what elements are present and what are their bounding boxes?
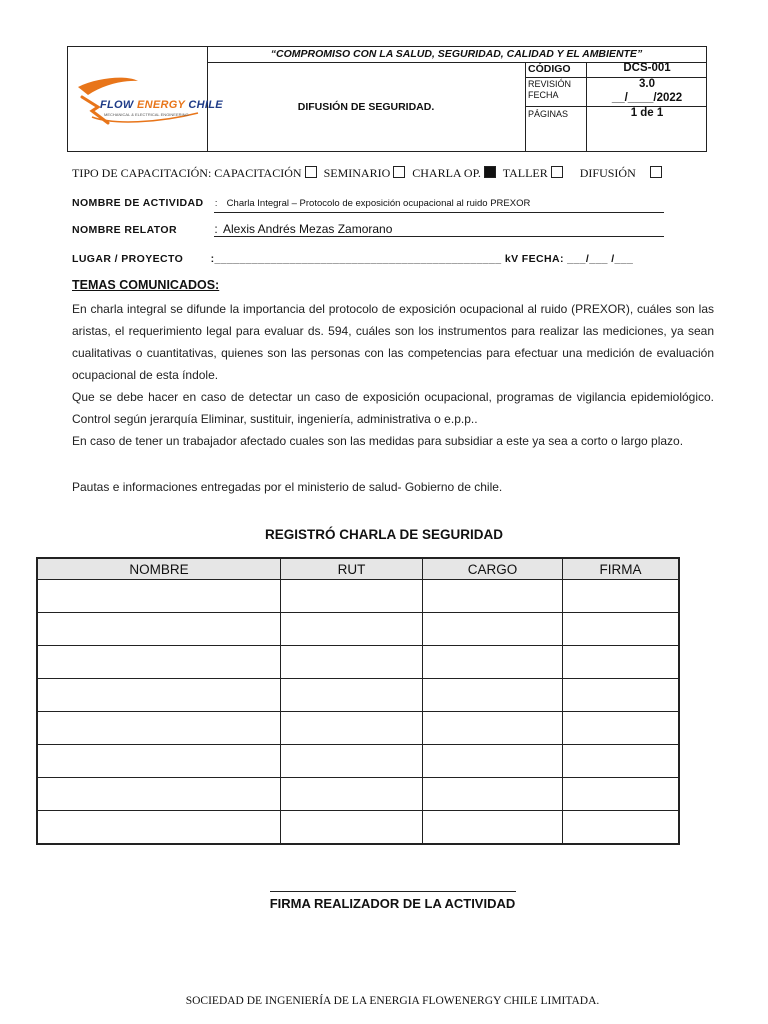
temas-paragraph-3: En caso de tener un trabajador afectado cuales son las medidas para subsidiar a este ya sea a corto o largo plazo. xyxy=(72,434,684,448)
company-logo-text: FLOW ENERGY CHILE xyxy=(100,99,223,111)
table-row xyxy=(37,613,679,646)
table-row xyxy=(37,778,679,811)
fecha-label: FECHA xyxy=(528,90,559,100)
checkbox-taller[interactable] xyxy=(551,166,563,178)
document-meta xyxy=(525,62,706,151)
cell-firma[interactable] xyxy=(563,613,680,646)
column-header-nombre: NOMBRE xyxy=(37,558,281,580)
relator-label: NOMBRE RELATOR xyxy=(72,224,177,236)
table-row xyxy=(37,745,679,778)
actividad-label: NOMBRE DE ACTIVIDAD xyxy=(72,197,204,209)
table-row xyxy=(37,712,679,745)
revision-value: 3.0 xyxy=(639,78,655,90)
cell-rut[interactable] xyxy=(281,646,423,679)
cell-nombre[interactable] xyxy=(37,745,281,778)
cell-nombre[interactable] xyxy=(37,679,281,712)
temas-paragraph-4: Pautas e informaciones entregadas por el ministerio de salud- Gobierno de chile. xyxy=(72,480,503,494)
temas-paragraph-2: Que se debe hacer en caso de detectar un caso de exposición ocupacional, programas de vigilancia epidemiológico. Control según jerarquía Eliminar, sustituir, ingeniería, administrativa o e.p.p.. xyxy=(72,390,714,426)
lugar-label: LUGAR / PROYECTO xyxy=(72,253,184,265)
cell-nombre[interactable] xyxy=(37,646,281,679)
cell-nombre[interactable] xyxy=(37,580,281,613)
paginas-value: 1 de 1 xyxy=(630,107,664,119)
option-capacitacion: CAPACITACIÓN xyxy=(214,166,302,180)
registro-table xyxy=(36,557,680,845)
table-row xyxy=(37,646,679,679)
registro-title: REGISTRÓ CHARLA DE SEGURIDAD xyxy=(264,527,503,542)
cell-firma[interactable] xyxy=(563,778,680,811)
relator-row: NOMBRE RELATOR : Alexis Andrés Mezas Zamorano xyxy=(72,222,393,236)
cell-cargo[interactable] xyxy=(423,613,563,646)
option-charla-op: CHARLA OP. xyxy=(412,166,481,180)
checkbox-charla-op[interactable] xyxy=(484,166,496,178)
cell-firma[interactable] xyxy=(563,646,680,679)
signature-line[interactable] xyxy=(270,891,516,892)
cell-firma[interactable] xyxy=(563,745,680,778)
option-taller: TALLER xyxy=(502,166,548,180)
cell-nombre[interactable] xyxy=(37,712,281,745)
paginas-label: PÁGINAS xyxy=(528,109,569,119)
checkbox-seminario[interactable] xyxy=(393,166,405,178)
cell-nombre[interactable] xyxy=(37,613,281,646)
document-header xyxy=(67,46,707,152)
signature-label: FIRMA REALIZADOR DE LA ACTIVIDAD xyxy=(269,896,516,911)
cell-nombre[interactable] xyxy=(37,811,281,845)
column-header-rut: RUT xyxy=(281,558,423,580)
table-row xyxy=(37,580,679,613)
lugar-row xyxy=(72,251,633,265)
cell-firma[interactable] xyxy=(563,679,680,712)
cell-cargo[interactable] xyxy=(423,679,563,712)
checkbox-difusion[interactable] xyxy=(650,166,662,178)
actividad-value[interactable]: Charla Integral – Protocolo de exposición ocupacional al ruido PREXOR xyxy=(226,198,531,209)
cell-cargo[interactable] xyxy=(423,778,563,811)
temas-paragraph-1: En charla integral se difunde la importancia del protocolo de exposición ocupacional al ruido (PREXOR), cuáles son las aristas, el requerimiento legal para evaluar ds. 594, cuáles son los instrumentos para realizar las mediciones, ya sean cualitativas o cuantitativas, quienes son las personas con las competencias para efectuar una medición de evaluación ocupacional de esta índole. xyxy=(72,302,714,382)
cell-rut[interactable] xyxy=(281,613,423,646)
column-header-firma: FIRMA xyxy=(563,558,680,580)
fecha-value: __/____/2022 xyxy=(611,92,683,104)
footer-company: SOCIEDAD DE INGENIERÍA DE LA ENERGIA FLOWENERGY CHILE LIMITADA. xyxy=(185,995,600,1007)
revision-label: REVISIÓN xyxy=(528,79,572,89)
cell-firma[interactable] xyxy=(563,580,680,613)
cell-firma[interactable] xyxy=(563,712,680,745)
company-logo-tagline: MECHANICAL & ELECTRICAL ENGINEERING xyxy=(104,112,189,117)
codigo-label: CÓDIGO xyxy=(528,63,571,75)
capacitacion-label: TIPO DE CAPACITACIÓN: xyxy=(72,166,212,180)
cell-rut[interactable] xyxy=(281,679,423,712)
header-motto: “COMPROMISO CON LA SALUD, SEGURIDAD, CALIDAD Y EL AMBIENTE” xyxy=(207,47,706,63)
lugar-input[interactable]: :______________________________________________ xyxy=(210,253,502,265)
temas-title: TEMAS COMUNICADOS: xyxy=(72,278,220,292)
capacitacion-row xyxy=(72,166,666,181)
table-row xyxy=(37,679,679,712)
cell-cargo[interactable] xyxy=(423,646,563,679)
option-difusion: DIFUSIÓN xyxy=(579,166,636,180)
cell-nombre[interactable] xyxy=(37,778,281,811)
kv-fecha[interactable]: kV FECHA: ___/___ /___ xyxy=(504,253,634,265)
cell-rut[interactable] xyxy=(281,745,423,778)
table-row xyxy=(37,811,679,845)
cell-cargo[interactable] xyxy=(423,811,563,845)
document-title: DIFUSIÓN DE SEGURIDAD. xyxy=(207,62,526,151)
codigo-value: DCS-001 xyxy=(623,62,671,74)
cell-cargo[interactable] xyxy=(423,712,563,745)
cell-rut[interactable] xyxy=(281,778,423,811)
option-seminario: SEMINARIO xyxy=(323,166,391,180)
cell-rut[interactable] xyxy=(281,712,423,745)
actividad-row: NOMBRE DE ACTIVIDAD : Charla Integral – Protocolo de exposición ocupacional al ruido PREXOR xyxy=(72,197,531,209)
cell-rut[interactable] xyxy=(281,811,423,845)
cell-cargo[interactable] xyxy=(423,580,563,613)
cell-firma[interactable] xyxy=(563,811,680,845)
cell-rut[interactable] xyxy=(281,580,423,613)
relator-value[interactable]: Alexis Andrés Mezas Zamorano xyxy=(223,222,393,236)
column-header-cargo: CARGO xyxy=(423,558,563,580)
logo-cell xyxy=(68,47,223,151)
checkbox-capacitacion[interactable] xyxy=(305,166,317,178)
cell-cargo[interactable] xyxy=(423,745,563,778)
